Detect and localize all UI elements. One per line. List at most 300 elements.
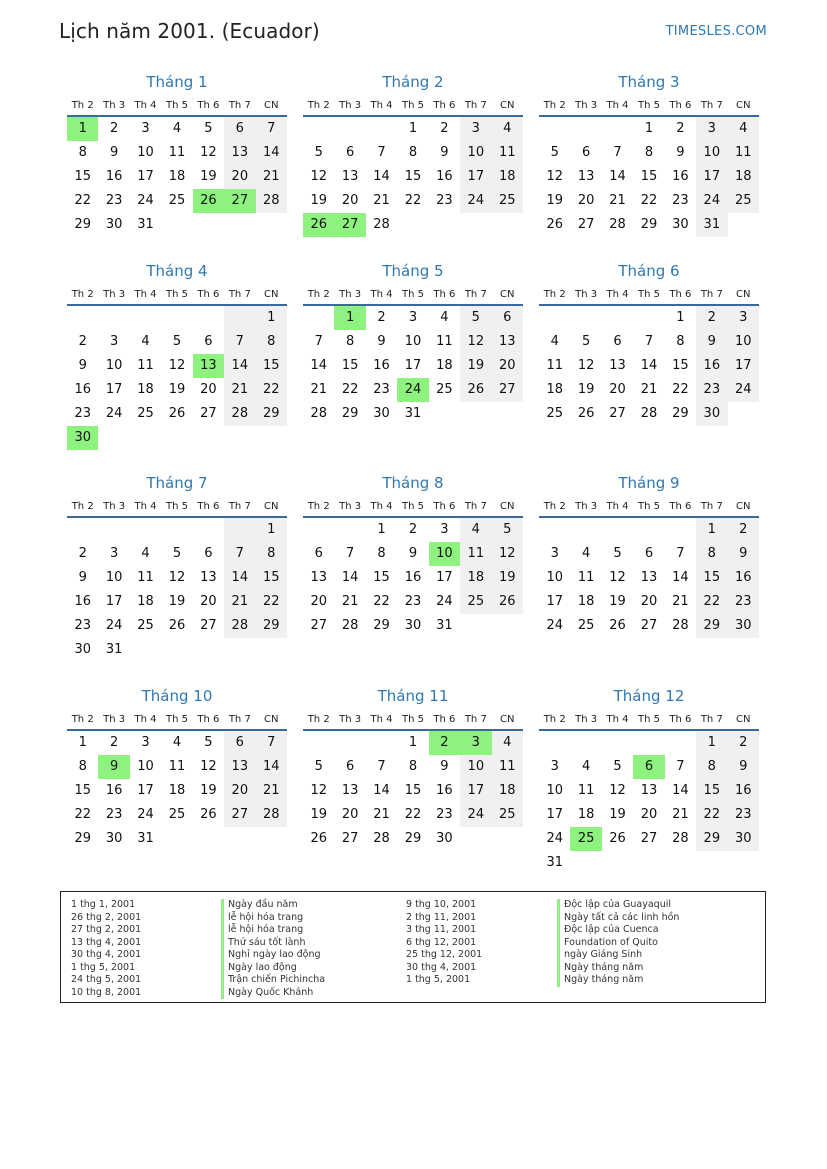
day-cell[interactable]: 10 [696,141,727,165]
day-cell[interactable]: 25 [168,807,186,822]
day-cell[interactable]: 25 [460,590,491,614]
day-cell[interactable]: 11 [492,141,523,165]
day-cell[interactable]: 5 [613,759,622,774]
holiday-day-cell[interactable]: 27 [334,213,365,237]
day-cell[interactable]: 1 [408,121,418,136]
holiday-day-cell[interactable]: 9 [98,755,129,779]
day-cell[interactable]: 18 [728,165,759,189]
day-cell[interactable]: 3 [109,334,119,349]
day-cell[interactable]: 11 [728,141,759,165]
day-cell[interactable]: 10 [460,755,491,779]
day-cell[interactable]: 21 [224,590,255,614]
day-cell[interactable]: 11 [168,145,186,160]
day-cell[interactable]: 27 [310,618,327,633]
day-cell[interactable]: 9 [78,570,87,585]
day-cell[interactable]: 22 [373,594,390,609]
day-cell[interactable]: 28 [224,614,255,638]
day-cell[interactable]: 3 [550,759,559,774]
day-cell[interactable]: 30 [436,831,453,846]
day-cell[interactable]: 11 [492,755,523,779]
day-cell[interactable]: 23 [74,618,91,633]
day-cell[interactable]: 10 [105,570,123,585]
day-cell[interactable]: 28 [672,831,689,846]
day-cell[interactable]: 19 [609,594,626,609]
day-cell[interactable]: 29 [341,406,359,421]
day-cell[interactable]: 29 [74,217,91,232]
day-cell[interactable]: 9 [728,542,759,566]
holiday-day-cell[interactable]: 1 [67,117,98,141]
day-cell[interactable]: 25 [436,382,453,397]
day-cell[interactable]: 30 [728,614,759,638]
day-cell[interactable]: 13 [609,358,626,373]
day-cell[interactable]: 26 [609,831,626,846]
day-cell[interactable]: 15 [404,783,422,798]
holiday-day-cell[interactable]: 13 [193,354,224,378]
day-cell[interactable]: 24 [137,807,154,822]
day-cell[interactable]: 4 [440,310,449,325]
day-cell[interactable]: 22 [404,193,422,208]
day-cell[interactable]: 14 [256,141,287,165]
day-cell[interactable]: 8 [78,759,87,774]
holiday-day-cell[interactable]: 6 [633,755,664,779]
holiday-day-cell[interactable]: 25 [570,827,601,851]
day-cell[interactable]: 31 [105,642,123,657]
day-cell[interactable]: 20 [609,382,626,397]
day-cell[interactable]: 21 [640,382,658,397]
day-cell[interactable]: 24 [546,618,563,633]
day-cell[interactable]: 27 [609,406,626,421]
day-cell[interactable]: 6 [224,731,255,755]
day-cell[interactable]: 26 [492,590,523,614]
day-cell[interactable]: 24 [137,193,154,208]
day-cell[interactable]: 11 [137,358,154,373]
day-cell[interactable]: 8 [408,145,418,160]
day-cell[interactable]: 7 [256,731,287,755]
day-cell[interactable]: 25 [546,406,563,421]
day-cell[interactable]: 4 [172,735,182,750]
day-cell[interactable]: 18 [492,779,523,803]
day-cell[interactable]: 22 [404,807,422,822]
day-cell[interactable]: 7 [224,542,255,566]
day-cell[interactable]: 13 [492,330,523,354]
day-cell[interactable]: 2 [109,735,119,750]
day-cell[interactable]: 7 [377,145,386,160]
day-cell[interactable]: 8 [644,145,654,160]
day-cell[interactable]: 28 [373,217,390,232]
day-cell[interactable]: 26 [200,807,217,822]
day-cell[interactable]: 12 [310,783,327,798]
day-cell[interactable]: 27 [341,831,359,846]
day-cell[interactable]: 21 [609,193,626,208]
day-cell[interactable]: 11 [137,570,154,585]
day-cell[interactable]: 17 [105,594,123,609]
day-cell[interactable]: 3 [550,546,559,561]
day-cell[interactable]: 15 [640,169,658,184]
day-cell[interactable]: 15 [74,169,91,184]
day-cell[interactable]: 19 [609,807,626,822]
day-cell[interactable]: 15 [373,570,390,585]
day-cell[interactable]: 19 [168,382,186,397]
day-cell[interactable]: 28 [310,406,327,421]
day-cell[interactable]: 4 [581,759,591,774]
day-cell[interactable]: 4 [492,731,523,755]
day-cell[interactable]: 16 [74,382,91,397]
day-cell[interactable]: 29 [640,217,658,232]
day-cell[interactable]: 27 [640,618,658,633]
day-cell[interactable]: 21 [256,165,287,189]
day-cell[interactable]: 17 [105,382,123,397]
day-cell[interactable]: 23 [728,590,759,614]
day-cell[interactable]: 13 [640,783,658,798]
day-cell[interactable]: 26 [577,406,595,421]
day-cell[interactable]: 3 [440,522,449,537]
day-cell[interactable]: 10 [404,334,422,349]
day-cell[interactable]: 24 [728,378,759,402]
day-cell[interactable]: 23 [436,807,453,822]
day-cell[interactable]: 12 [310,169,327,184]
day-cell[interactable]: 16 [404,570,422,585]
day-cell[interactable]: 8 [696,542,727,566]
day-cell[interactable]: 24 [696,189,727,213]
day-cell[interactable]: 6 [204,334,213,349]
day-cell[interactable]: 16 [672,169,689,184]
day-cell[interactable]: 22 [74,807,91,822]
day-cell[interactable]: 29 [696,827,727,851]
day-cell[interactable]: 18 [137,594,154,609]
day-cell[interactable]: 1 [256,518,287,542]
day-cell[interactable]: 18 [492,165,523,189]
day-cell[interactable]: 23 [105,193,123,208]
day-cell[interactable]: 13 [200,570,217,585]
day-cell[interactable]: 17 [137,783,154,798]
day-cell[interactable]: 6 [314,546,323,561]
holiday-day-cell[interactable]: 30 [67,426,98,450]
day-cell[interactable]: 2 [109,121,119,136]
day-cell[interactable]: 12 [492,542,523,566]
day-cell[interactable]: 1 [256,306,287,330]
day-cell[interactable]: 14 [224,354,255,378]
day-cell[interactable]: 4 [141,546,150,561]
day-cell[interactable]: 25 [168,193,186,208]
day-cell[interactable]: 12 [200,145,217,160]
day-cell[interactable]: 17 [460,165,491,189]
day-cell[interactable]: 11 [577,570,595,585]
day-cell[interactable]: 13 [224,755,255,779]
day-cell[interactable]: 15 [74,783,91,798]
day-cell[interactable]: 16 [373,358,390,373]
day-cell[interactable]: 24 [460,803,491,827]
day-cell[interactable]: 15 [696,779,727,803]
day-cell[interactable]: 17 [546,594,563,609]
day-cell[interactable]: 6 [345,145,355,160]
day-cell[interactable]: 3 [109,546,119,561]
day-cell[interactable]: 28 [341,618,359,633]
day-cell[interactable]: 30 [672,217,689,232]
day-cell[interactable]: 23 [728,803,759,827]
day-cell[interactable]: 10 [105,358,123,373]
day-cell[interactable]: 6 [492,306,523,330]
day-cell[interactable]: 20 [640,807,658,822]
day-cell[interactable]: 18 [168,169,186,184]
holiday-day-cell[interactable]: 26 [193,189,224,213]
day-cell[interactable]: 3 [728,306,759,330]
day-cell[interactable]: 15 [256,566,287,590]
day-cell[interactable]: 23 [105,807,123,822]
day-cell[interactable]: 16 [696,354,727,378]
day-cell[interactable]: 18 [546,382,563,397]
day-cell[interactable]: 27 [224,803,255,827]
day-cell[interactable]: 29 [256,402,287,426]
day-cell[interactable]: 13 [341,783,359,798]
day-cell[interactable]: 14 [609,169,626,184]
day-cell[interactable]: 20 [310,594,327,609]
day-cell[interactable]: 1 [377,522,386,537]
day-cell[interactable]: 2 [440,121,449,136]
day-cell[interactable]: 31 [546,855,563,870]
day-cell[interactable]: 25 [137,618,154,633]
day-cell[interactable]: 12 [168,358,186,373]
day-cell[interactable]: 15 [341,358,359,373]
day-cell[interactable]: 4 [550,334,559,349]
day-cell[interactable]: 25 [492,189,523,213]
day-cell[interactable]: 22 [696,590,727,614]
day-cell[interactable]: 20 [341,807,359,822]
day-cell[interactable]: 20 [224,779,255,803]
day-cell[interactable]: 14 [341,570,359,585]
day-cell[interactable]: 2 [676,121,685,136]
day-cell[interactable]: 7 [256,117,287,141]
day-cell[interactable]: 23 [404,594,422,609]
holiday-day-cell[interactable]: 1 [334,306,365,330]
day-cell[interactable]: 20 [492,354,523,378]
day-cell[interactable]: 8 [256,330,287,354]
day-cell[interactable]: 28 [373,831,390,846]
day-cell[interactable]: 2 [728,518,759,542]
holiday-day-cell[interactable]: 27 [224,189,255,213]
day-cell[interactable]: 16 [74,594,91,609]
day-cell[interactable]: 4 [492,117,523,141]
day-cell[interactable]: 2 [408,522,418,537]
day-cell[interactable]: 14 [373,169,390,184]
day-cell[interactable]: 9 [408,546,418,561]
day-cell[interactable]: 28 [256,189,287,213]
day-cell[interactable]: 17 [460,779,491,803]
day-cell[interactable]: 19 [492,566,523,590]
day-cell[interactable]: 9 [78,358,87,373]
day-cell[interactable]: 14 [256,755,287,779]
day-cell[interactable]: 29 [74,831,91,846]
day-cell[interactable]: 7 [224,330,255,354]
day-cell[interactable]: 1 [644,121,654,136]
day-cell[interactable]: 1 [696,518,727,542]
day-cell[interactable]: 11 [460,542,491,566]
day-cell[interactable]: 5 [172,546,182,561]
day-cell[interactable]: 31 [404,406,422,421]
day-cell[interactable]: 6 [204,546,213,561]
day-cell[interactable]: 28 [609,217,626,232]
day-cell[interactable]: 14 [224,566,255,590]
day-cell[interactable]: 9 [440,759,449,774]
day-cell[interactable]: 5 [492,518,523,542]
day-cell[interactable]: 15 [696,566,727,590]
day-cell[interactable]: 3 [696,117,727,141]
day-cell[interactable]: 31 [696,213,727,237]
holiday-day-cell[interactable]: 10 [429,542,460,566]
day-cell[interactable]: 9 [440,145,449,160]
day-cell[interactable]: 19 [168,594,186,609]
day-cell[interactable]: 31 [137,217,154,232]
day-cell[interactable]: 11 [436,334,453,349]
day-cell[interactable]: 5 [314,759,323,774]
day-cell[interactable]: 19 [310,807,327,822]
day-cell[interactable]: 21 [373,807,390,822]
day-cell[interactable]: 27 [640,831,658,846]
holiday-day-cell[interactable]: 26 [303,213,334,237]
day-cell[interactable]: 30 [373,406,390,421]
day-cell[interactable]: 15 [256,354,287,378]
day-cell[interactable]: 27 [200,618,217,633]
day-cell[interactable]: 5 [613,546,622,561]
day-cell[interactable]: 8 [377,546,386,561]
day-cell[interactable]: 19 [200,169,217,184]
day-cell[interactable]: 9 [377,334,386,349]
day-cell[interactable]: 21 [224,378,255,402]
day-cell[interactable]: 7 [676,546,685,561]
day-cell[interactable]: 12 [546,169,563,184]
day-cell[interactable]: 12 [200,759,217,774]
day-cell[interactable]: 7 [345,546,355,561]
day-cell[interactable]: 19 [546,193,563,208]
day-cell[interactable]: 22 [74,193,91,208]
day-cell[interactable]: 16 [728,779,759,803]
day-cell[interactable]: 5 [314,145,323,160]
day-cell[interactable]: 25 [492,803,523,827]
day-cell[interactable]: 12 [609,570,626,585]
day-cell[interactable]: 21 [672,807,689,822]
day-cell[interactable]: 6 [581,145,591,160]
day-cell[interactable]: 9 [728,755,759,779]
day-cell[interactable]: 23 [696,378,727,402]
day-cell[interactable]: 29 [256,614,287,638]
day-cell[interactable]: 18 [577,807,595,822]
day-cell[interactable]: 20 [224,165,255,189]
day-cell[interactable]: 10 [137,145,154,160]
day-cell[interactable]: 2 [377,310,386,325]
day-cell[interactable]: 7 [644,334,654,349]
day-cell[interactable]: 22 [256,590,287,614]
brand-link[interactable]: TIMESLES.COM [665,24,767,39]
day-cell[interactable]: 14 [373,783,390,798]
day-cell[interactable]: 10 [460,141,491,165]
day-cell[interactable]: 22 [256,378,287,402]
day-cell[interactable]: 10 [546,783,563,798]
day-cell[interactable]: 11 [168,759,186,774]
day-cell[interactable]: 29 [696,614,727,638]
day-cell[interactable]: 20 [341,193,359,208]
day-cell[interactable]: 5 [204,735,213,750]
day-cell[interactable]: 7 [676,759,685,774]
day-cell[interactable]: 30 [728,827,759,851]
day-cell[interactable]: 18 [436,358,453,373]
day-cell[interactable]: 25 [577,618,595,633]
day-cell[interactable]: 16 [436,783,453,798]
day-cell[interactable]: 12 [460,330,491,354]
day-cell[interactable]: 6 [644,546,654,561]
day-cell[interactable]: 18 [460,566,491,590]
day-cell[interactable]: 17 [436,570,453,585]
day-cell[interactable]: 2 [78,334,87,349]
day-cell[interactable]: 24 [105,406,123,421]
day-cell[interactable]: 21 [373,193,390,208]
day-cell[interactable]: 26 [609,618,626,633]
day-cell[interactable]: 17 [728,354,759,378]
day-cell[interactable]: 21 [672,594,689,609]
day-cell[interactable]: 26 [168,618,186,633]
day-cell[interactable]: 22 [640,193,658,208]
day-cell[interactable]: 19 [310,193,327,208]
day-cell[interactable]: 28 [256,803,287,827]
day-cell[interactable]: 19 [577,382,595,397]
day-cell[interactable]: 25 [728,189,759,213]
day-cell[interactable]: 28 [224,402,255,426]
day-cell[interactable]: 25 [137,406,154,421]
day-cell[interactable]: 3 [408,310,418,325]
day-cell[interactable]: 12 [168,570,186,585]
day-cell[interactable]: 24 [105,618,123,633]
day-cell[interactable]: 14 [310,358,327,373]
day-cell[interactable]: 6 [224,117,255,141]
day-cell[interactable]: 13 [224,141,255,165]
day-cell[interactable]: 30 [105,831,123,846]
day-cell[interactable]: 7 [377,759,386,774]
holiday-day-cell[interactable]: 24 [397,378,428,402]
day-cell[interactable]: 12 [609,783,626,798]
day-cell[interactable]: 21 [256,779,287,803]
day-cell[interactable]: 5 [460,306,491,330]
day-cell[interactable]: 1 [696,731,727,755]
day-cell[interactable]: 14 [672,783,689,798]
day-cell[interactable]: 6 [613,334,622,349]
day-cell[interactable]: 18 [577,594,595,609]
day-cell[interactable]: 21 [310,382,327,397]
day-cell[interactable]: 17 [137,169,154,184]
day-cell[interactable]: 27 [200,406,217,421]
day-cell[interactable]: 26 [310,831,327,846]
day-cell[interactable]: 22 [341,382,359,397]
day-cell[interactable]: 8 [676,334,685,349]
day-cell[interactable]: 31 [436,618,453,633]
holiday-day-cell[interactable]: 3 [460,731,491,755]
day-cell[interactable]: 23 [373,382,390,397]
day-cell[interactable]: 10 [137,759,154,774]
day-cell[interactable]: 17 [404,358,422,373]
day-cell[interactable]: 20 [200,382,217,397]
day-cell[interactable]: 15 [404,169,422,184]
day-cell[interactable]: 2 [696,306,727,330]
day-cell[interactable]: 30 [404,618,422,633]
day-cell[interactable]: 4 [581,546,591,561]
day-cell[interactable]: 29 [373,618,390,633]
day-cell[interactable]: 9 [696,330,727,354]
day-cell[interactable]: 8 [696,755,727,779]
day-cell[interactable]: 20 [640,594,658,609]
day-cell[interactable]: 31 [137,831,154,846]
day-cell[interactable]: 11 [577,783,595,798]
day-cell[interactable]: 27 [577,217,595,232]
day-cell[interactable]: 10 [728,330,759,354]
day-cell[interactable]: 14 [672,570,689,585]
day-cell[interactable]: 9 [676,145,685,160]
